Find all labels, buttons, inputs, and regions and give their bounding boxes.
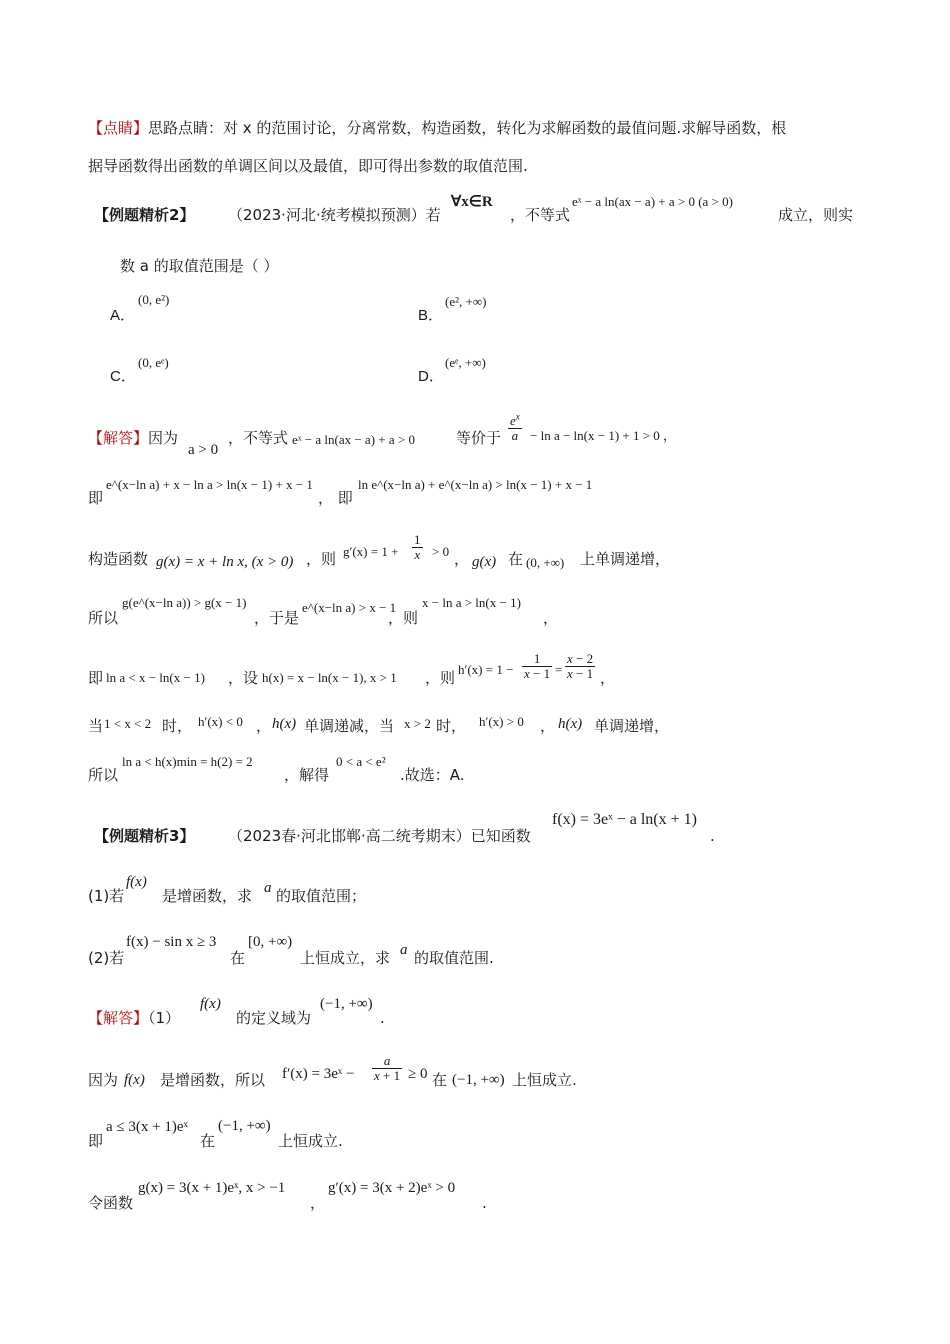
text: 的取值范围； [276, 887, 367, 905]
text: 令函数 [88, 1194, 134, 1212]
ex3-source: （2023春·河北邯郸·高二统考期末）已知函数 [228, 827, 531, 845]
text: 所以 [88, 766, 119, 784]
text: 是增函数，求 [162, 887, 253, 905]
hint-line-2: 据导函数得出函数的单调区间以及最值，即可得出参数的取值范围. [88, 157, 528, 175]
text: 上恒成立. [278, 1132, 343, 1150]
text: 在 [508, 550, 524, 568]
text: 时， [162, 717, 193, 735]
math: h(x) = x − ln(x − 1), x > 1 [262, 670, 397, 685]
ex2-tag: 【例题精析2】 [94, 206, 195, 224]
option-d-label[interactable]: D． [418, 368, 444, 385]
text: （1） [148, 1009, 181, 1027]
math: ln a < h(x)min = h(2) = 2 [122, 754, 253, 769]
text: ， [600, 669, 616, 687]
math: − ln a − ln(x − 1) + 1 > 0 ， [530, 428, 677, 443]
math [458, 660, 513, 680]
math: 1 < x < 2 [104, 716, 152, 731]
math: (−1, +∞) [452, 1072, 505, 1088]
text: 的取值范围. [414, 949, 494, 967]
math: g′(x) = 1 + [343, 544, 399, 559]
text: ，不等式 [228, 429, 289, 447]
ex2-mid: ，不等式 [510, 206, 571, 224]
text: ， [543, 609, 559, 627]
text: 时， [436, 717, 467, 735]
ex3-tag: 【例题精析3】 [94, 827, 195, 845]
math: (−1, +∞) [218, 1118, 271, 1134]
ex2-inequality: eˣ − a ln(ax − a) + a > 0 (a > 0) [572, 194, 733, 209]
option-a-value: (0, e²) [138, 292, 170, 307]
math: ln e^(x−ln a) + e^(x−ln a) > ln(x − 1) + x − 1 [358, 477, 593, 492]
text: 即 [88, 1132, 104, 1150]
math: x − ln a > ln(x − 1) [422, 595, 521, 610]
text: . [482, 1194, 487, 1212]
math: g(x) [472, 554, 497, 570]
math: > 0 [432, 544, 450, 559]
text: ， [540, 717, 556, 735]
text: ，于是 [254, 609, 300, 627]
q2-label: (2)若 [88, 949, 125, 967]
text: 即 [88, 669, 104, 687]
hint-tag: 【点睛】 [88, 119, 149, 137]
math: eˣ − a ln(ax − a) + a > 0 [292, 432, 415, 447]
sol2-line-1 [88, 428, 178, 448]
text: 上单调递增， [580, 550, 671, 568]
math: g(x) = x + ln x, (x > 0) [156, 554, 294, 570]
ex2-header [94, 205, 194, 225]
math: e^(x−ln a) + x − ln a > ln(x − 1) + x − 1 [106, 477, 313, 492]
text: ，设 [228, 669, 259, 687]
math: ≥ 0 [408, 1066, 428, 1082]
option-b-label[interactable]: B． [418, 307, 444, 324]
math: a [264, 880, 272, 896]
math: f(x) [200, 996, 221, 1012]
text: .故选：A. [400, 766, 465, 784]
text: 在 [200, 1132, 216, 1150]
math: f(x) − sin x ≥ 3 [126, 934, 217, 950]
text: 因为 [88, 1071, 119, 1089]
frac-one-over-x-minus-1: $\frac{1}{x - 1}$ [524, 651, 551, 681]
text: . [380, 1009, 385, 1027]
text: ， [454, 550, 470, 568]
text: 即 [88, 489, 104, 507]
text: 单调递增， [594, 717, 670, 735]
math: g(e^(x−ln a)) > g(x − 1) [122, 595, 247, 610]
frac-x-minus-2-over-x-minus-1: $\frac{x - 2}{x - 1}$ [567, 651, 594, 681]
math: f(x) [126, 874, 147, 890]
frac-ex-over-a: $\frac{e^x}{a}$ [510, 411, 520, 443]
text: ，则 [306, 550, 337, 568]
text: 当 [88, 717, 104, 735]
math: h′(x) < 0 [198, 714, 243, 729]
text: 的定义域为 [236, 1009, 312, 1027]
math: [0, +∞) [248, 934, 293, 950]
text: ， 即 [318, 489, 353, 507]
sol3-line-1 [88, 1008, 180, 1028]
option-b-value: (e², +∞) [445, 294, 487, 309]
math: h(x) [272, 716, 297, 732]
frac-a-over-x-plus-1: $\frac{a}{x + 1}$ [374, 1053, 401, 1083]
text: . [710, 827, 715, 845]
option-c-label[interactable]: C． [110, 368, 136, 385]
math: a ≤ 3(x + 1)eˣ [106, 1119, 188, 1135]
math: e^(x−ln a) > x − 1 [302, 600, 397, 615]
math: h′(x) > 0 [479, 714, 524, 729]
text: 是增函数，所以 [160, 1071, 266, 1089]
text: 所以 [88, 609, 119, 627]
text: 在 [230, 949, 246, 967]
math: f′(x) = 3eˣ − [282, 1066, 355, 1082]
math: x > 2 [404, 716, 431, 731]
text: 上恒成立. [512, 1071, 577, 1089]
text: 上恒成立，求 [300, 949, 391, 967]
math: (−1, +∞) [320, 996, 373, 1012]
ex3-function: f(x) = 3eˣ − a ln(x + 1) [552, 811, 697, 828]
text: ，则 [388, 609, 419, 627]
math: ln a < x − ln(x − 1) [106, 670, 205, 685]
hint-line-1 [88, 118, 786, 138]
text: 等价于 [456, 429, 502, 447]
math: g′(x) = 3(x + 2)eˣ > 0 [328, 1180, 456, 1196]
text: ，解得 [284, 766, 330, 784]
math: a > 0 [188, 442, 219, 458]
text: 构造函数 [88, 550, 149, 568]
math: = [555, 662, 563, 677]
ex2-question: 数 a 的取值范围是（ ） [120, 257, 279, 275]
text: 因为 [148, 429, 179, 447]
ex2-condition: ∀x∈R [451, 194, 493, 210]
math: h(x) [558, 716, 583, 732]
option-d-value: (eᵉ, +∞) [445, 355, 486, 370]
text: ， [256, 717, 272, 735]
sol2-tag: 【解答】 [88, 429, 149, 447]
q1-label: (1)若 [88, 887, 125, 905]
text: 在 [432, 1071, 448, 1089]
sol3-tag: 【解答】 [88, 1009, 149, 1027]
hint-text-1: 思路点睛：对 x 的范围讨论，分离常数，构造函数，转化为求解函数的最值问题.求解导函数，根 [148, 119, 787, 137]
frac-one-over-x: $\frac{1}{x}$ [414, 532, 421, 562]
option-c-value: (0, eᵉ) [138, 355, 169, 370]
math: a [400, 942, 408, 958]
text: 单调递减，当 [304, 717, 395, 735]
math: (0, +∞) [526, 555, 565, 570]
ex2-source: （2023·河北·统考模拟预测）若 [228, 206, 441, 224]
ex2-tail: 成立，则实 [778, 206, 854, 224]
text: ，则 [425, 669, 456, 687]
math: g(x) = 3(x + 1)eˣ, x > −1 [138, 1180, 286, 1196]
math: f(x) [124, 1072, 145, 1088]
math: h′(x) = 1 − [458, 662, 514, 677]
option-a-label[interactable]: A． [110, 307, 136, 324]
math: 0 < a < e² [336, 754, 386, 769]
text: ， [310, 1194, 326, 1212]
